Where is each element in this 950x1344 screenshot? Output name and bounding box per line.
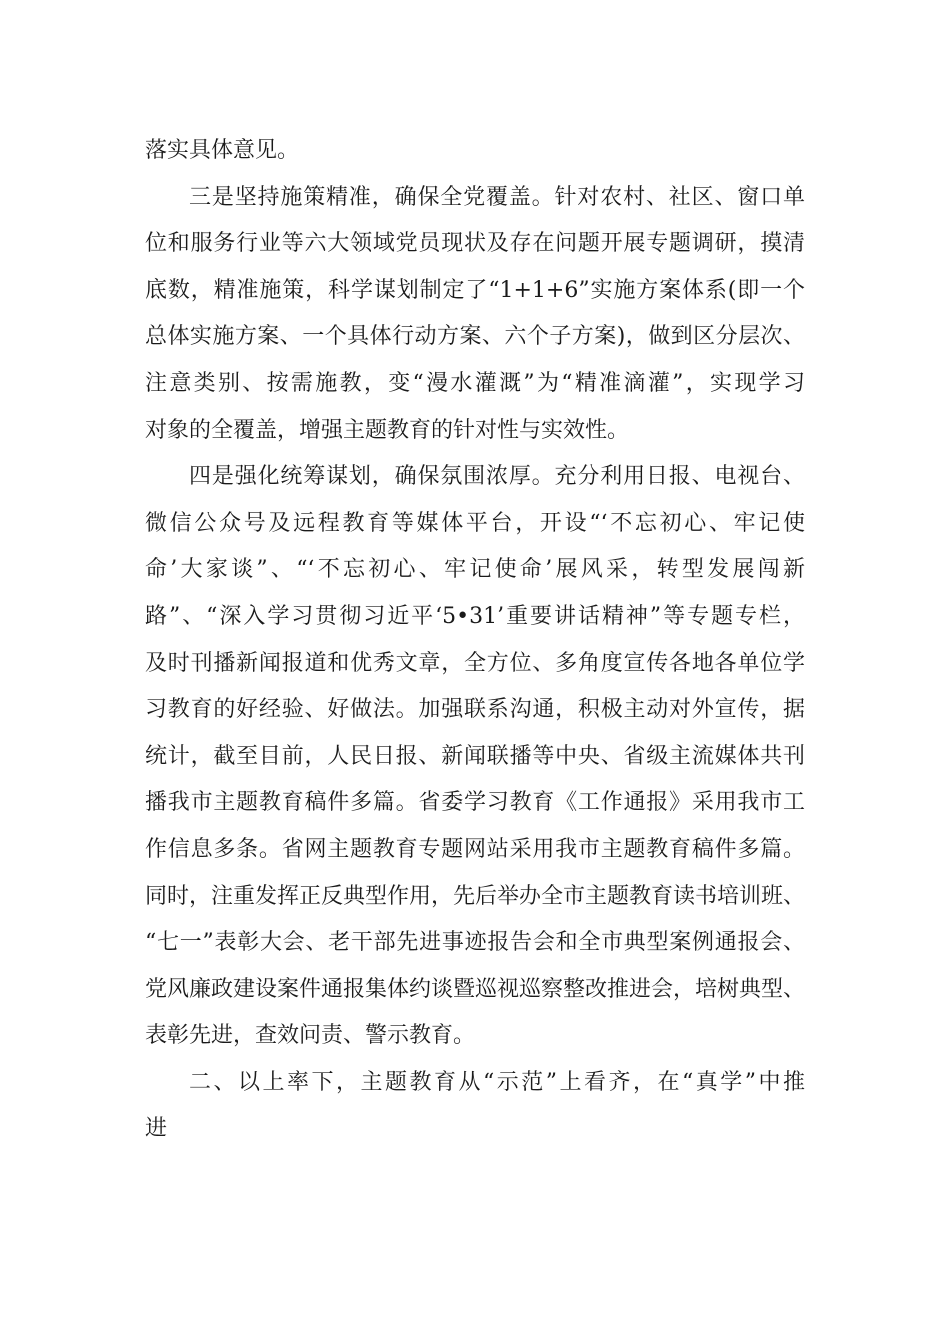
text-line: 底数，精准施策，科学谋划制定了“1+1+6”实施方案体系(即一个 — [145, 277, 805, 303]
text-line: 作信息多条。省网主题教育专题网站采用我市主题教育稿件多篇。 — [145, 836, 805, 862]
text-line: 微信公众号及远程教育等媒体平台，开设“‘不忘初心、牢记使 — [145, 510, 805, 536]
text-line: 位和服务行业等六大领域党员现状及存在问题开展专题调研，摸清 — [145, 231, 805, 257]
text-line: 四是强化统筹谋划，确保氛围浓厚。充分利用日报、电视台、 — [189, 464, 805, 490]
text-line: 命’大家谈”、“‘不忘初心、牢记使命’展风采，转型发展闯新 — [145, 557, 805, 583]
text-line: 二、以上率下，主题教育从“示范”上看齐，在“真学”中推 — [189, 1069, 805, 1095]
text-line: 对象的全覆盖，增强主题教育的针对性与实效性。 — [145, 417, 630, 443]
text-line: 三是坚持施策精准，确保全党覆盖。针对农村、社区、窗口单 — [189, 184, 805, 210]
text-line: 表彰先进，查效问责、警示教育。 — [145, 1023, 476, 1049]
text-line: 统计，截至目前，人民日报、新闻联播等中央、省级主流媒体共刊 — [145, 743, 805, 769]
text-line: 落实具体意见。 — [145, 138, 300, 163]
text-line: 总体实施方案、一个具体行动方案、六个子方案)，做到区分层次、 — [145, 324, 805, 350]
text-line: 注意类别、按需施教，变“漫水灌溉”为“精准滴灌”，实现学习 — [145, 370, 805, 396]
text-line: 进 — [145, 1116, 168, 1142]
text-line: 习教育的好经验、好做法。加强联系沟通，积极主动对外宣传，据 — [145, 697, 805, 723]
body-text — [145, 128, 805, 1153]
text-line: 党风廉政建设案件通报集体约谈暨巡视巡察整改推进会，培树典型、 — [145, 976, 806, 1002]
text-line: 播我市主题教育稿件多篇。省委学习教育《工作通报》采用我市工 — [145, 790, 805, 816]
text-line: 及时刊播新闻报道和优秀文章，全方位、多角度宣传各地各单位学 — [145, 650, 805, 676]
text-line: “七一”表彰大会、老干部先进事迹报告会和全市典型案例通报会、 — [145, 930, 805, 956]
text-line: 路”、“深入学习贯彻习近平‘5•31’重要讲话精神”等专题专栏， — [145, 603, 805, 629]
text-line: 同时，注重发挥正反典型作用，先后举办全市主题教育读书培训班、 — [145, 883, 806, 909]
